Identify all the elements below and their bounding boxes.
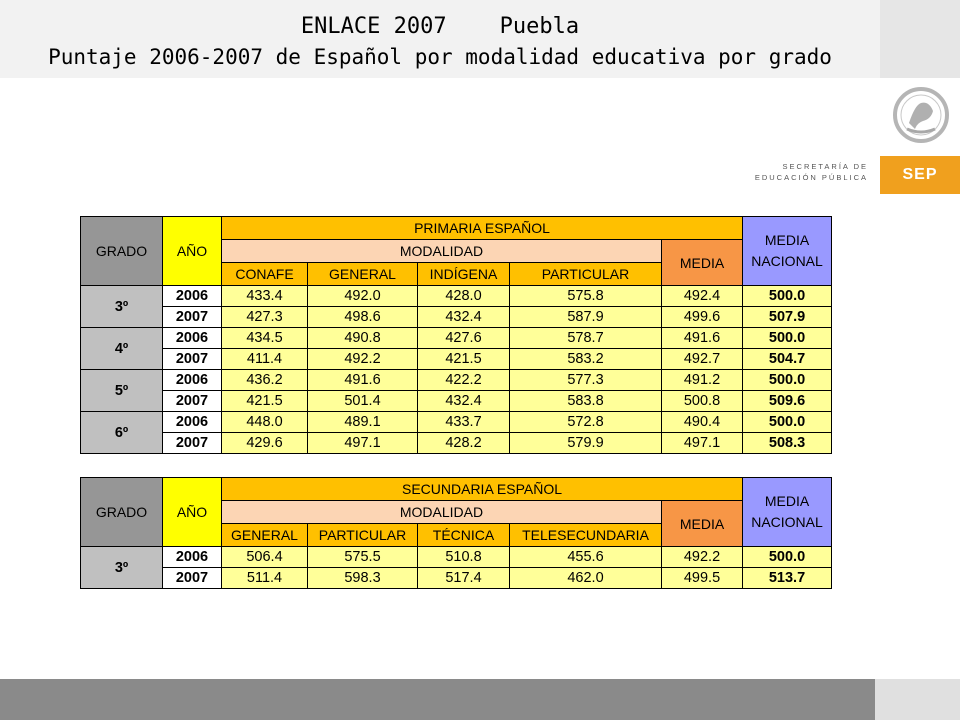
score-cell: 421.5 [222, 391, 308, 412]
modalidad-column-header: TELESECUNDARIA [510, 524, 662, 547]
footer-corner [875, 679, 960, 720]
media-nacional-cell: 507.9 [743, 307, 832, 328]
secretaria-label [740, 161, 868, 183]
anio-cell: 2007 [163, 307, 222, 328]
score-cell: 492.2 [308, 349, 418, 370]
media-cell: 492.7 [662, 349, 743, 370]
score-cell: 421.5 [418, 349, 510, 370]
score-cell: 579.9 [510, 433, 662, 454]
nivel-header: PRIMARIA ESPAÑOL [222, 217, 743, 240]
modalidad-column-header: CONAFE [222, 263, 308, 286]
score-cell: 436.2 [222, 370, 308, 391]
media-nacional-cell: 508.3 [743, 433, 832, 454]
score-cell: 489.1 [308, 412, 418, 433]
score-cell: 432.4 [418, 307, 510, 328]
score-cell: 422.2 [418, 370, 510, 391]
anio-header: AÑO [163, 478, 222, 547]
media-nacional-cell: 500.0 [743, 547, 832, 568]
score-cell: 578.7 [510, 328, 662, 349]
media-cell: 490.4 [662, 412, 743, 433]
media-nacional-cell: 500.0 [743, 370, 832, 391]
media-nacional-cell: 500.0 [743, 412, 832, 433]
score-cell: 448.0 [222, 412, 308, 433]
media-nacional-cell: 504.7 [743, 349, 832, 370]
score-cell: 497.1 [308, 433, 418, 454]
title-band [0, 0, 880, 78]
media-cell: 492.4 [662, 286, 743, 307]
score-cell: 575.8 [510, 286, 662, 307]
score-cell: 455.6 [510, 547, 662, 568]
score-cell: 428.2 [418, 433, 510, 454]
anio-cell: 2006 [163, 370, 222, 391]
score-cell: 429.6 [222, 433, 308, 454]
anio-cell: 2007 [163, 391, 222, 412]
anio-header: AÑO [163, 217, 222, 286]
grado-header: GRADO [81, 478, 163, 547]
modalidad-column-header: GENERAL [222, 524, 308, 547]
score-cell: 506.4 [222, 547, 308, 568]
score-cell: 575.5 [308, 547, 418, 568]
score-cell: 433.7 [418, 412, 510, 433]
right-branding-strip [880, 0, 960, 720]
media-nacional-header: MEDIA NACIONAL [743, 478, 832, 547]
modalidad-column-header: INDÍGENA [418, 263, 510, 286]
score-cell: 598.3 [308, 568, 418, 589]
score-cell: 428.0 [418, 286, 510, 307]
grado-cell: 3º [81, 547, 163, 589]
media-nacional-cell: 500.0 [743, 286, 832, 307]
score-cell: 498.6 [308, 307, 418, 328]
media-nacional-cell: 513.7 [743, 568, 832, 589]
score-cell: 492.0 [308, 286, 418, 307]
mexican-coat-of-arms-seal-icon [893, 85, 949, 145]
score-cell: 510.8 [418, 547, 510, 568]
slide-subtitle: Puntaje 2006-2007 de Español por modalidad educativa por grado [48, 45, 832, 69]
media-cell: 491.6 [662, 328, 743, 349]
anio-cell: 2007 [163, 568, 222, 589]
anio-cell: 2006 [163, 547, 222, 568]
anio-cell: 2007 [163, 433, 222, 454]
media-nacional-header: MEDIA NACIONAL [743, 217, 832, 286]
media-header: MEDIA [662, 240, 743, 286]
score-cell: 427.3 [222, 307, 308, 328]
modalidad-column-header: PARTICULAR [510, 263, 662, 286]
modalidad-header: MODALIDAD [222, 501, 662, 524]
grado-cell: 3º [81, 286, 163, 328]
score-cell: 462.0 [510, 568, 662, 589]
score-cell: 427.6 [418, 328, 510, 349]
score-cell: 577.3 [510, 370, 662, 391]
primaria-espanol-table [80, 216, 832, 454]
grado-cell: 6º [81, 412, 163, 454]
secretaria-line2: EDUCACIÓN PÚBLICA [754, 173, 868, 182]
gray-corner [880, 0, 960, 78]
secretaria-line1: SECRETARÍA DE [782, 162, 868, 171]
footer-band [0, 679, 875, 720]
anio-cell: 2006 [163, 328, 222, 349]
grado-cell: 4º [81, 328, 163, 370]
score-cell: 432.4 [418, 391, 510, 412]
slide-title: ENLACE 2007 Puebla [300, 14, 580, 39]
score-cell: 587.9 [510, 307, 662, 328]
score-cell: 501.4 [308, 391, 418, 412]
sep-badge: SEP [880, 156, 960, 194]
grado-header: GRADO [81, 217, 163, 286]
score-cell: 572.8 [510, 412, 662, 433]
media-cell: 499.5 [662, 568, 743, 589]
media-cell: 492.2 [662, 547, 743, 568]
media-nacional-cell: 500.0 [743, 328, 832, 349]
anio-cell: 2006 [163, 412, 222, 433]
media-cell: 497.1 [662, 433, 743, 454]
score-cell: 511.4 [222, 568, 308, 589]
media-header: MEDIA [662, 501, 743, 547]
modalidad-column-header: PARTICULAR [308, 524, 418, 547]
score-cell: 583.8 [510, 391, 662, 412]
media-cell: 500.8 [662, 391, 743, 412]
anio-cell: 2007 [163, 349, 222, 370]
media-nacional-cell: 509.6 [743, 391, 832, 412]
score-cell: 434.5 [222, 328, 308, 349]
score-cell: 517.4 [418, 568, 510, 589]
score-cell: 433.4 [222, 286, 308, 307]
anio-cell: 2006 [163, 286, 222, 307]
secundaria-espanol-table [80, 477, 832, 589]
media-cell: 491.2 [662, 370, 743, 391]
nivel-header: SECUNDARIA ESPAÑOL [222, 478, 743, 501]
score-cell: 583.2 [510, 349, 662, 370]
score-cell: 411.4 [222, 349, 308, 370]
grado-cell: 5º [81, 370, 163, 412]
modalidad-header: MODALIDAD [222, 240, 662, 263]
media-cell: 499.6 [662, 307, 743, 328]
modalidad-column-header: TÉCNICA [418, 524, 510, 547]
score-cell: 490.8 [308, 328, 418, 349]
score-cell: 491.6 [308, 370, 418, 391]
modalidad-column-header: GENERAL [308, 263, 418, 286]
